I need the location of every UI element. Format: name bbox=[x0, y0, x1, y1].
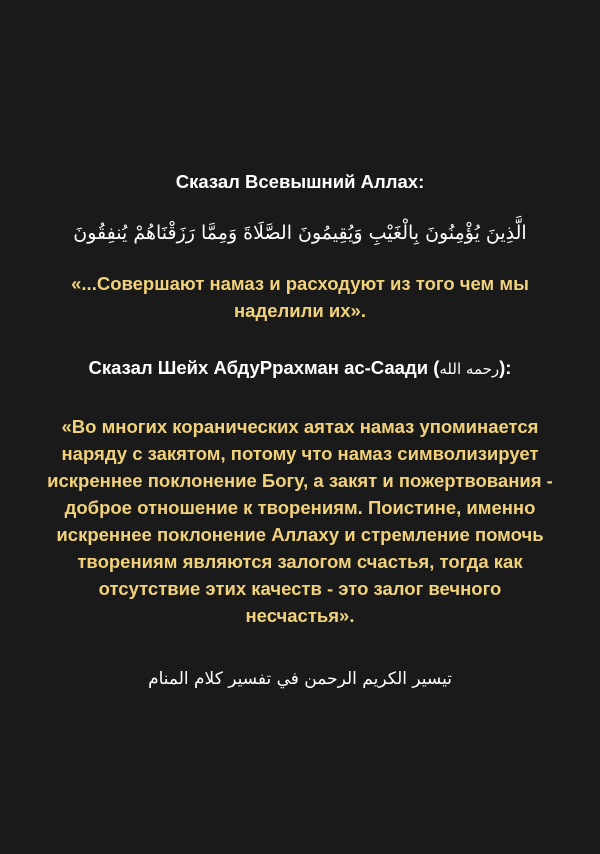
scholar-attribution-suffix: ): bbox=[499, 356, 512, 378]
scholar-attribution-prefix: Сказал Шейх АбдуРрахман ас-Саади ( bbox=[88, 356, 440, 378]
source-reference-arabic: تيسير الكريم الرحمن في تفسير كلام المنام bbox=[148, 668, 452, 689]
heading-allah-said: Сказал Всевышний Аллах: bbox=[175, 171, 425, 192]
scholar-honorific-arabic: رحمه الله bbox=[439, 359, 500, 378]
quran-ayah-arabic: الَّذِينَ يُؤْمِنُونَ بِالْغَيْبِ وَيُقِيمُونَ الصَّلَاةَ وَمِمَّا رَزَقْنَاهُمْ يُنفِقُونَ bbox=[73, 221, 527, 244]
scholar-attribution bbox=[89, 355, 512, 381]
commentary-text: «Во многих коранических аятах намаз упоминается наряду с закятом, потому что намаз символизирует искреннее поклонение Богу, а закят и пожертвования - доброе отношение к творениям. Поистине, именно искреннее поклонение Аллаху и стремление помочь творениям являются залогом счастья, тогда как отсутствие этих качеств - это залог вечного несчастья». bbox=[47, 415, 553, 626]
ayah-translation-russian: «...Совершают намаз и расходуют из того чем мы наделили их». bbox=[71, 273, 529, 322]
